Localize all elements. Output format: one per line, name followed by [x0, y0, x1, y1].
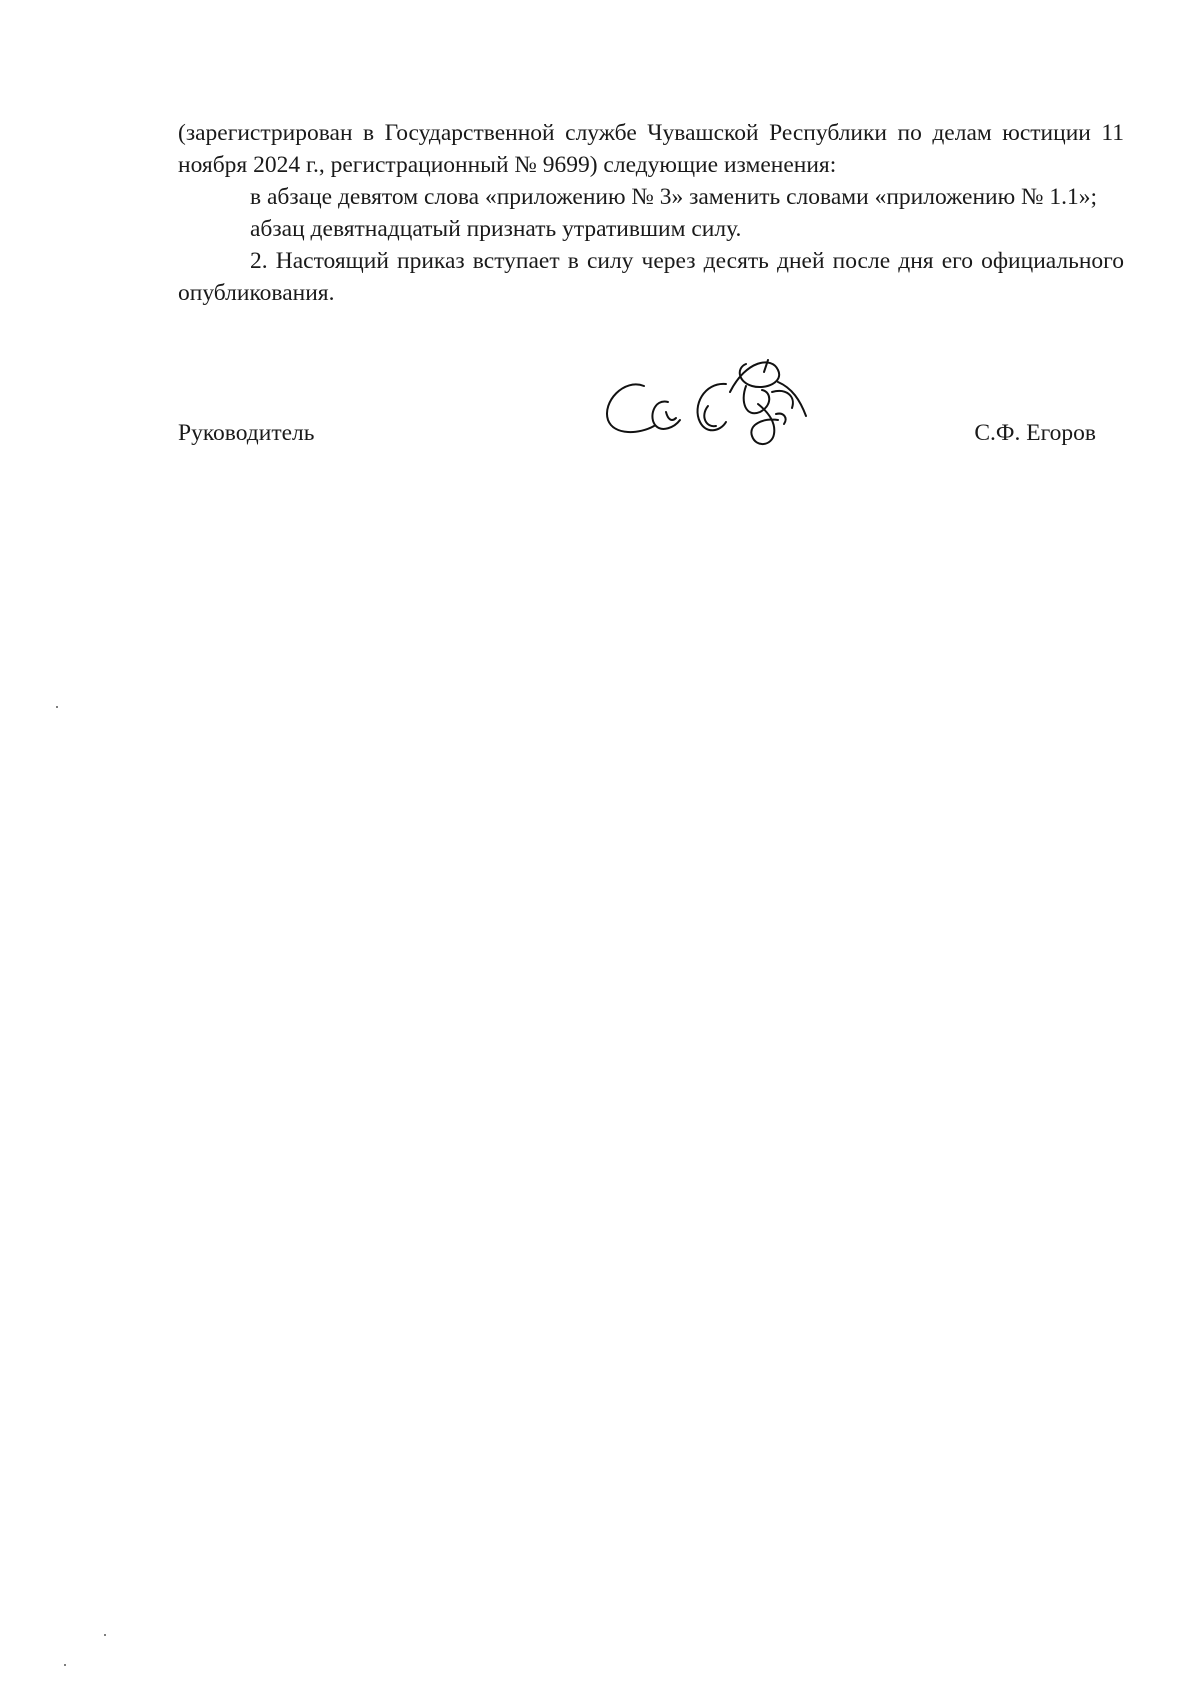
signature-block: [178, 352, 1124, 452]
paragraph-amendment-ninth: в абзаце девятом слова «приложению № 3» заменить словами «приложению № 1.1»;: [250, 184, 1098, 210]
signatory-name: С.Ф. Егоров: [974, 420, 1096, 446]
handwritten-signature-icon: [596, 352, 826, 452]
paragraph-amendment-nineteenth: абзац девятнадцатый признать утратившим силу.: [250, 216, 742, 242]
document-body: [178, 117, 1124, 309]
scan-speck: [104, 1634, 106, 1636]
paragraph-effective-date: 2. Настоящий приказ вступает в силу через десять дней после дня его официального опубликования.: [178, 248, 1124, 306]
scan-speck: [56, 706, 58, 708]
paragraph-registration: (зарегистрирован в Государственной службе Чувашской Республики по делам юстиции 11 ноября 2024 г., регистрационный № 9699) следующие изменения:: [178, 120, 1124, 178]
scan-speck: [64, 1664, 66, 1666]
signatory-title: Руководитель: [178, 420, 315, 446]
